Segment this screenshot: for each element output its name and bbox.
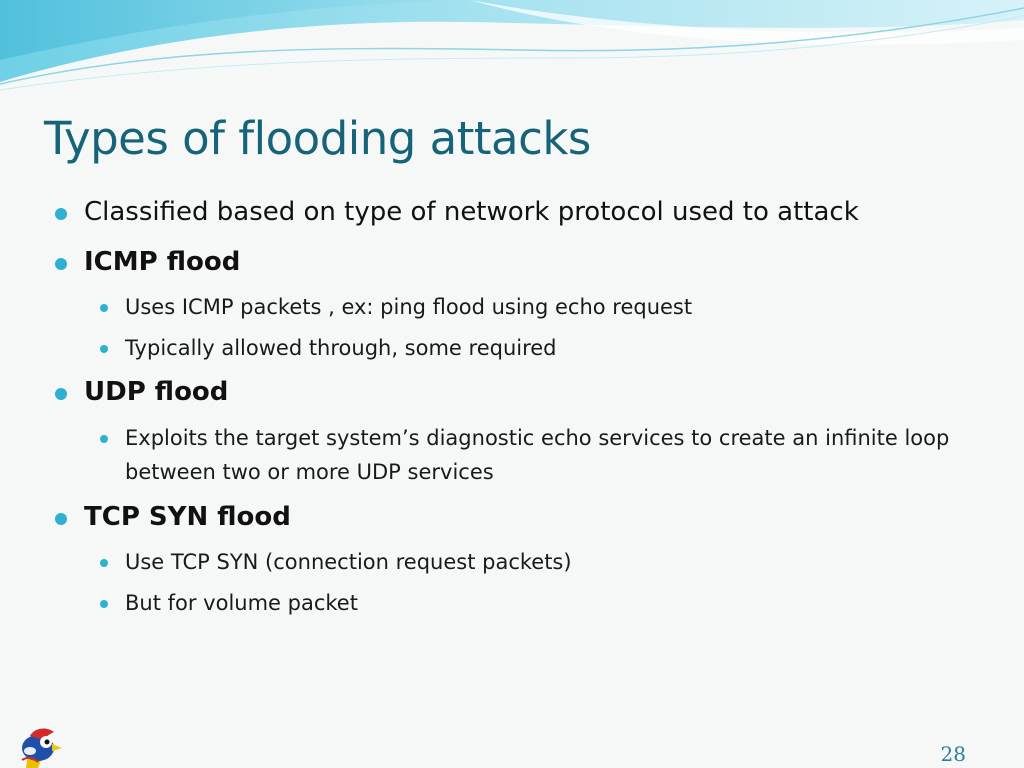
sub-bullet-text: But for volume packet bbox=[125, 591, 358, 615]
bullet-text: Classified based on type of network protocol used to attack bbox=[84, 197, 859, 227]
bullet-text: TCP SYN flood bbox=[84, 502, 291, 532]
jayhawk-logo-icon bbox=[16, 724, 62, 768]
sub-bullet-text: Use TCP SYN (connection request packets) bbox=[125, 550, 572, 574]
page-number: 28 bbox=[940, 742, 966, 766]
sub-bullet-text: Exploits the target system’s diagnostic echo services to create an infinite loop between two or more UDP services bbox=[125, 426, 950, 484]
bullet-icon bbox=[55, 513, 67, 525]
bullet-icon bbox=[55, 208, 67, 220]
slide-title: Types of flooding attacks bbox=[44, 112, 591, 165]
bullet-item-heading bbox=[84, 502, 291, 532]
bullet-item-heading bbox=[84, 377, 228, 407]
sub-bullet-item bbox=[125, 545, 572, 579]
bullet-item-heading bbox=[84, 247, 240, 277]
bullet-text: UDP flood bbox=[84, 377, 229, 407]
sub-bullet-item bbox=[125, 290, 692, 324]
bullet-item bbox=[84, 197, 859, 227]
sub-bullet-item bbox=[125, 586, 358, 620]
sub-bullet-text: Typically allowed through, some required bbox=[125, 336, 557, 360]
sub-bullet-icon bbox=[100, 600, 108, 608]
sub-bullet-icon bbox=[100, 345, 108, 353]
bullet-text: ICMP flood bbox=[84, 247, 241, 277]
sub-bullet-icon bbox=[100, 435, 108, 443]
bullet-icon bbox=[55, 388, 67, 400]
sub-bullet-icon bbox=[100, 304, 108, 312]
sub-bullet-text: Uses ICMP packets , ex: ping flood using echo request bbox=[125, 295, 693, 319]
sub-bullet-item bbox=[125, 331, 557, 365]
bullet-icon bbox=[55, 258, 67, 270]
sub-bullet-item bbox=[125, 421, 985, 489]
sub-bullet-icon bbox=[100, 559, 108, 567]
